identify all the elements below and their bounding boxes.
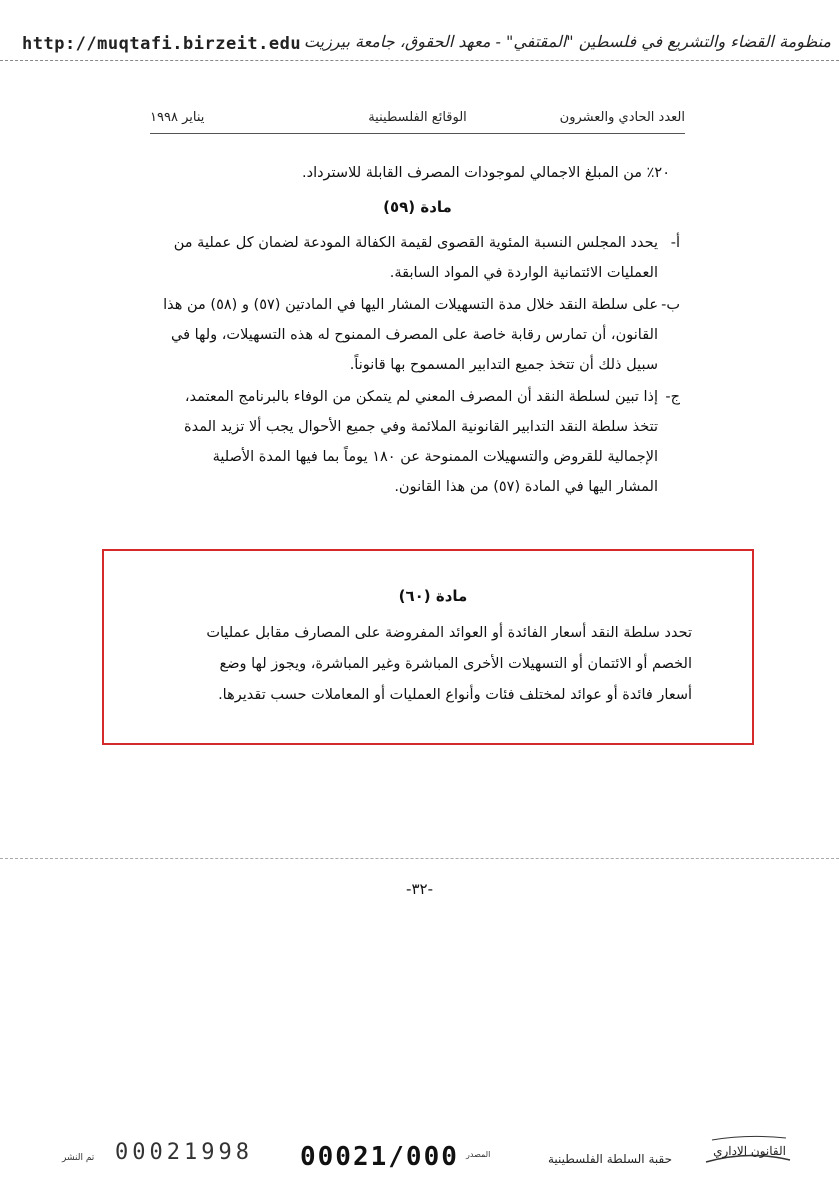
clause-letter: ب- xyxy=(661,297,680,313)
footer-collection: حقبة السلطة الفلسطينية xyxy=(548,1152,672,1166)
clause-line: الإجمالية للقروض والتسهيلات الممنوحة عن ١٨٠ يوماً بما فيها المدة الأصلية xyxy=(212,449,658,465)
clause-letter: أ- xyxy=(670,235,680,251)
footer-logo xyxy=(702,1132,794,1168)
article-60-title: مادة (٦٠) xyxy=(398,587,468,605)
document-body xyxy=(155,158,680,504)
clause-line: القانون، أن تمارس رقابة خاصة على المصرف الممنوح له هذه التسهيلات، ولها في xyxy=(170,327,658,343)
article-60-line: أسعار فائدة أو عوائد لمختلف فئات وأنواع العمليات أو المعاملات حسب تقديرها. xyxy=(218,687,692,703)
article-59-clause-b xyxy=(155,290,680,380)
clause-line: يحدد المجلس النسبة المئوية القصوى لقيمة الكفالة المودعة لضمان كل عملية من xyxy=(173,235,658,251)
logo-text: القانون الاداري xyxy=(713,1144,786,1158)
clause-line: على سلطة النقد خلال مدة التسهيلات المشار اليها في المادتين (٥٧) و (٥٨) من هذا xyxy=(163,297,658,313)
intro-line: ٢٠٪ من المبلغ الاجمالي لموجودات المصرف القابلة للاسترداد. xyxy=(302,165,670,181)
serial-label: تم النشر xyxy=(62,1153,95,1163)
publication-name: الوقائع الفلسطينية xyxy=(368,110,467,125)
clause-line: تتخذ سلطة النقد التدابير القانونية الملائمة وفي جميع الأحوال يجب ألا تزيد المدة xyxy=(184,419,658,435)
issue-number: العدد الحادي والعشرون xyxy=(559,110,685,125)
article-60-highlight-box xyxy=(102,549,754,745)
clause-line: إذا تبين لسلطة النقد أن المصرف المعني لم يتمكن من الوفاء بالبرنامج المعتمد، xyxy=(184,389,658,405)
article-59-title: مادة (٥٩) xyxy=(383,198,452,216)
article-60-line: تحدد سلطة النقد أسعار الفائدة أو العوائد المفروضة على المصارف مقابل عمليات xyxy=(206,625,692,641)
header-divider xyxy=(150,133,685,134)
article-59-clause-a xyxy=(155,228,680,288)
footer-code: 00021/000 xyxy=(300,1142,459,1172)
bottom-divider xyxy=(0,858,839,859)
clause-line: المشار اليها في المادة (٥٧) من هذا القانون. xyxy=(394,479,658,495)
clause-letter: ج- xyxy=(665,389,680,405)
article-59-clause-c xyxy=(155,382,680,502)
site-url: http://muqtafi.birzeit.edu xyxy=(22,34,302,54)
site-title: منظومة القضاء والتشريع في فلسطين "المقتفي" - معهد الحقوق، جامعة بيرزيت xyxy=(303,32,831,51)
top-divider xyxy=(0,60,839,61)
footer-serial: 00021998 xyxy=(115,1140,253,1165)
issue-date: يناير ١٩٩٨ xyxy=(150,110,205,125)
page-number: -٣٢- xyxy=(406,880,433,898)
article-60-line: الخصم أو الائتمان أو التسهيلات الأخرى المباشرة وغير المباشرة، ويجوز لها وضع xyxy=(219,656,692,672)
page-header xyxy=(150,110,685,130)
article-60 xyxy=(174,581,692,711)
code-label: المصدر xyxy=(466,1150,491,1159)
clause-line: العمليات الائتمانية الواردة في المواد السابقة. xyxy=(389,265,658,281)
clause-line: سبيل ذلك أن تتخذ جميع التدابير المسموح بها قانوناً. xyxy=(349,357,658,373)
